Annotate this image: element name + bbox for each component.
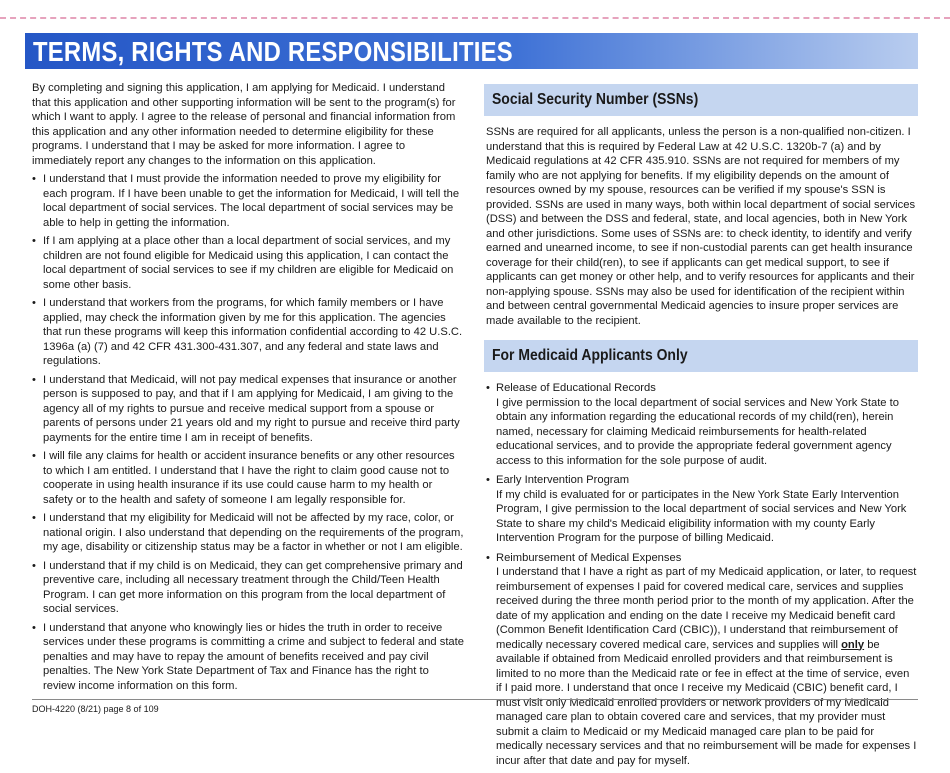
medicaid-item-body bbox=[496, 565, 918, 768]
medicaid-section-title: For Medicaid Applicants Only bbox=[492, 347, 688, 364]
medicaid-bullet-educational-records bbox=[484, 381, 918, 468]
ssn-section bbox=[484, 84, 918, 328]
emphasis-only: only bbox=[841, 638, 865, 651]
footer-divider bbox=[32, 699, 918, 700]
medicaid-item-body: If my child is evaluated for or participates in the New York State Early Intervention Program, I give permission to the local department of social services and New York State to share my child's Medicaid eligibility information with my county Early Intervention Program for the purpose of billing Medicaid. bbox=[496, 488, 907, 544]
intro-paragraph: By completing and signing this application, I am applying for Medicaid. I understand that this application and other supporting information will be sent to the program(s) for which I want to apply. I agree to the release of personal and financial information from this application and any other information needed to determine eligibility for these programs. I understand that I may be asked for more information. I agree to immediately report any changes to the information on this application. bbox=[32, 82, 456, 167]
medicaid-item-heading: • Early Intervention Program bbox=[496, 474, 630, 486]
medicaid-section bbox=[484, 340, 918, 768]
ssn-section-header bbox=[484, 84, 918, 116]
footer-form-id: DOH-4220 (8/21) page 8 of 109 bbox=[32, 704, 159, 714]
terms-bullet-list bbox=[32, 172, 464, 693]
page-title: TERMS, RIGHTS AND RESPONSIBILITIES bbox=[33, 36, 513, 67]
terms-bullet-item: • I understand that Medicaid, will not pay medical expenses that insurance or another person is supposed to pay, and that if I am applying for Medicaid, I am giving to the agency all of my rights to pursue and receive medical support from a spouse or parents of persons under 21 years old and my right to pursue and receive third party payments for the entire time I am in receipt of benefits. bbox=[32, 373, 464, 446]
medicaid-item-heading: • Release of Educational Records bbox=[496, 382, 656, 394]
medicaid-bullet-early-intervention bbox=[484, 473, 918, 546]
header-banner bbox=[25, 33, 918, 69]
right-column bbox=[484, 84, 918, 773]
ssn-paragraph: SSNs are required for all applicants, unless the person is a non-qualified non-citizen. I understand that this is required by Federal Law at 42 U.S.C. 1320b-7 (a) and by Medicaid regulations at 42 CFR 435.910. SSNs are not required for members of my family who are not applying for benefits. If my eligibility depends on the amount of resources owned by my spouse, resources can be verified if my spouse's SSN is provided. SSNs are used in many ways, both within local department of social services (DSS) and between the DSS and federal, state, and local agencies, both in New York and other jurisdictions. Some uses of SSNs are: to check identity, to identify and verify earned and unearned income, to see if non-custodial parents can get health insurance coverage for their child(ren), to see if applicants can get medical support, to see if applicants can get money or other help, and to verify resources for applicants and their non-applying spouse. SSNs may also be used for identification of the recipient within and between central governmental Medicaid agencies to insure proper services are made available to the recipient. bbox=[486, 126, 916, 327]
reimbursement-text-after: be available if obtained from Medicaid enrolled providers and that reimbursement is limited to no more than the Medicaid rate or fee in effect at the time of service, even if I paid more. I understand that once I receive my Medicaid (CBIC) benefit card, I must visit only Medicaid enrolled providers or network providers of my Medicaid managed care plan to obtain covered care and services, that my provider must submit a claim to Medicaid or my Medicaid managed care plan to be paid for medically necessary services and that no reimbursement will be made for expenses I incur after that date and pay for myself. bbox=[496, 638, 917, 767]
terms-bullet-item: • I will file any claims for health or accident insurance benefits or any other resources to which I am entitled. I understand that I have the right to claim good cause not to cooperate in using health insurance if its use could cause harm to my health or safety or to the health and safety of someone I am legally responsible for. bbox=[32, 449, 464, 507]
medicaid-bullet-list bbox=[484, 381, 918, 768]
reimbursement-text-before: I understand that I have a right as part of my Medicaid application, or later, to request reimbursement of expenses I paid for covered medical care, services and supplies received during the three month period prior to the month of my application. After the date of my application and ending on the date I receive my Medicaid benefit card (Common Benefit Identification Card (CBIC)), I understand that reimbursement of medically necessary covered medical care, services and supplies will bbox=[496, 566, 917, 651]
medicaid-item-body: I give permission to the local department of social services and New York State to obtain any information regarding the educational records of my child(ren), herein named, necessary for claiming Medicaid reimbursements for health-related educational services, and to provide the appropriate federal government agency access to this information for the sole purpose of audit. bbox=[496, 396, 899, 467]
terms-bullet-item: • I understand that I must provide the information needed to prove my eligibility for each program. If I have been unable to get the information for Medicaid, I will tell the local department of social services. The local department of social services may be able to help in getting the information. bbox=[32, 172, 464, 230]
medicaid-bullet-reimbursement bbox=[484, 551, 918, 769]
terms-column bbox=[32, 81, 464, 697]
terms-bullet-item: • I understand that my eligibility for Medicaid will not be affected by my race, color, or national origin. I also understand that depending on the requirements of the program, my age, disability or citizenship status may be a factor in whether or not I am eligible. bbox=[32, 511, 464, 555]
medicaid-section-header bbox=[484, 340, 918, 372]
terms-bullet-item: • If I am applying at a place other than a local department of social services, and my children are not found eligible for Medicaid using this application, I can contact the local department of social services to see if my children are eligible for Medicaid on some other basis. bbox=[32, 234, 464, 292]
terms-bullet-item: • I understand that if my child is on Medicaid, they can get comprehensive primary and preventive care, including all necessary treatment through the Child/Teen Health Program. I can get more information on this program from the local department of social services. bbox=[32, 559, 464, 617]
dashed-divider bbox=[0, 17, 950, 19]
medicaid-item-heading: • Reimbursement of Medical Expenses bbox=[496, 551, 682, 564]
ssn-section-title: Social Security Number (SSNs) bbox=[492, 91, 699, 108]
terms-bullet-item: • I understand that anyone who knowingly lies or hides the truth in order to receive services under these programs is committing a crime and subject to federal and state penalties and may have to repay the amount of benefits received and pay civil penalties. The New York State Department of Tax and Finance has the right to review income information on this form. bbox=[32, 621, 464, 694]
terms-bullet-item: • I understand that workers from the programs, for which family members or I have applied, may check the information given by me for this application. The agencies that run these programs will keep this information confidential according to 42 U.S.C. 1396a (a) (7) and 42 CFR 431.300-431.307, and any federal and state laws and regulations. bbox=[32, 296, 464, 369]
